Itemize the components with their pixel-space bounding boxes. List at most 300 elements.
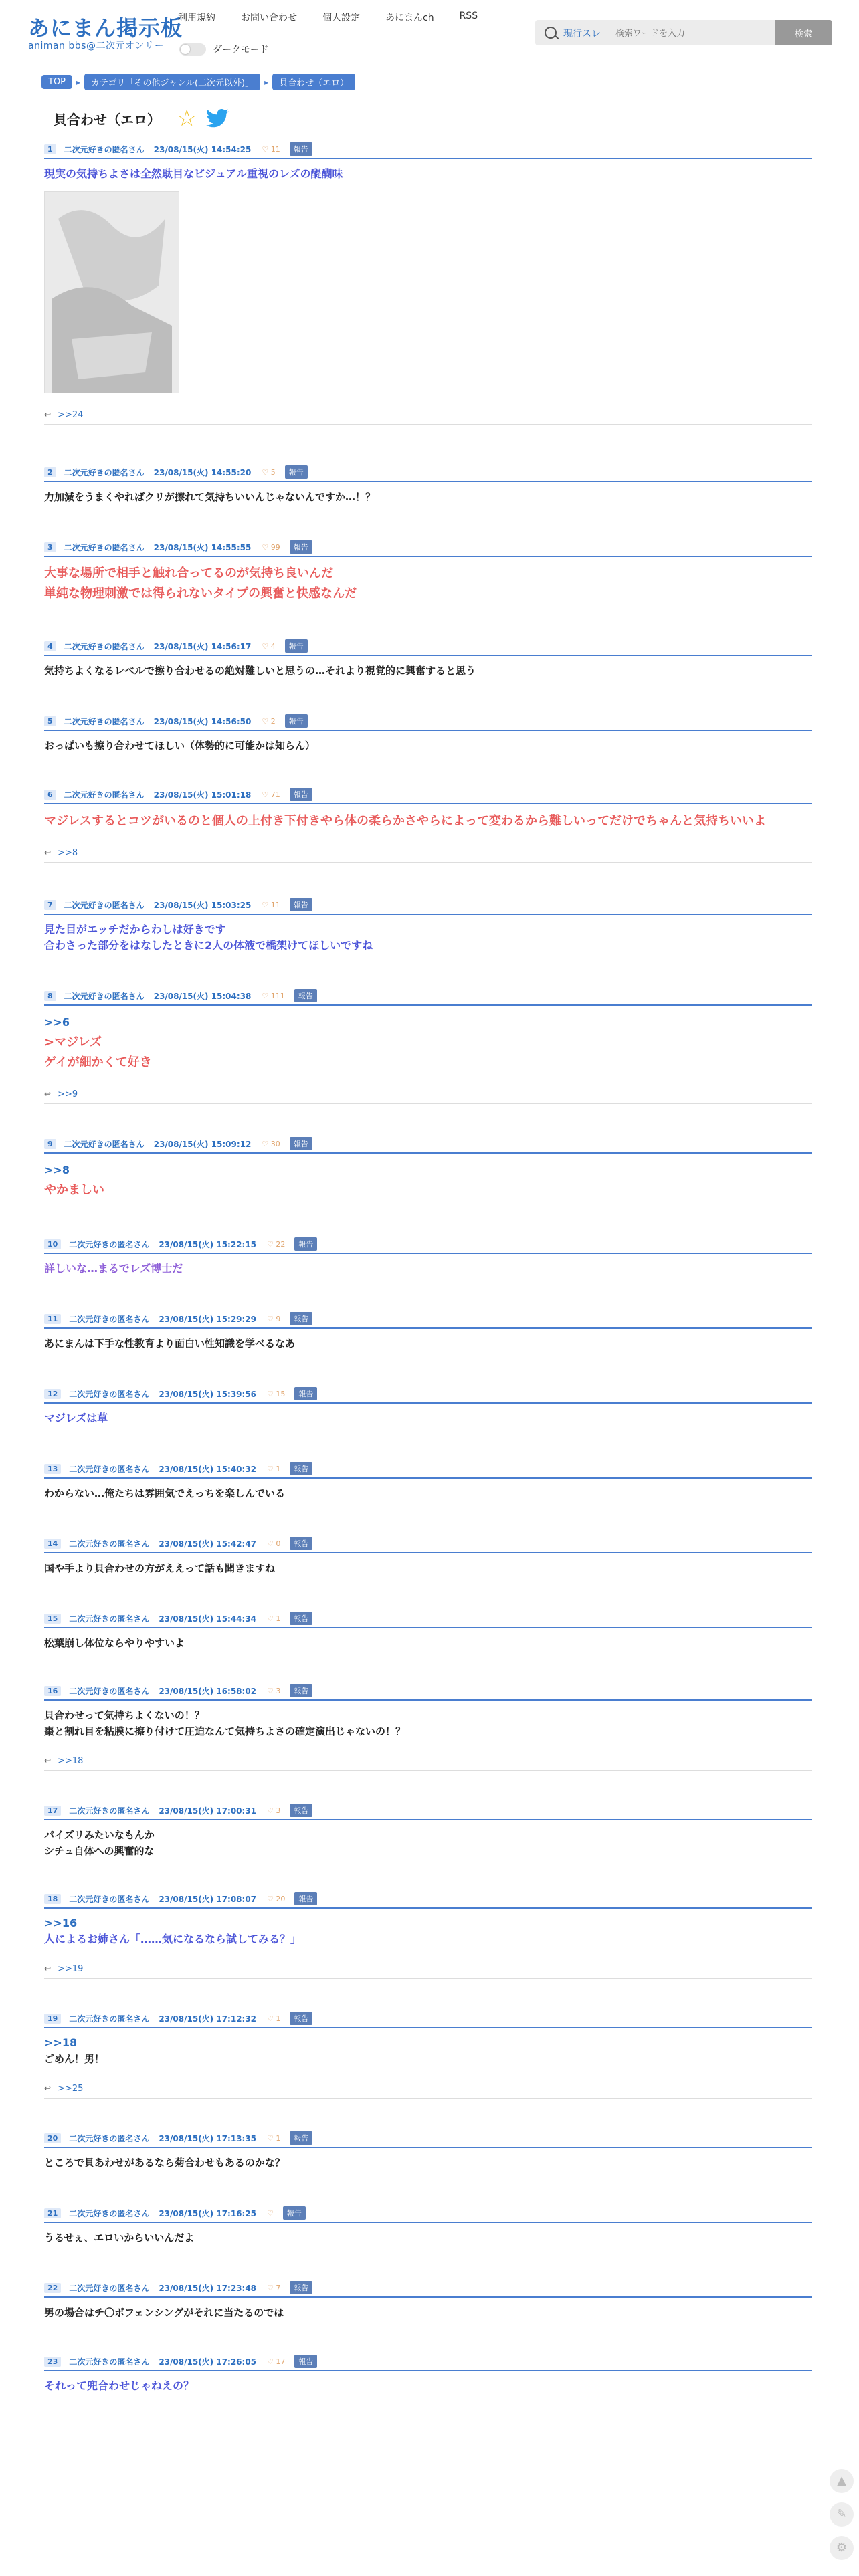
post-meta [44, 2131, 812, 2148]
nav-rss[interactable]: RSS [459, 11, 478, 21]
post-date: 23/08/15(火) 15:29:29 [159, 1314, 257, 1324]
heart-icon: ♡ [267, 1806, 274, 1815]
post-meta [44, 1386, 812, 1404]
post-meta [44, 714, 812, 731]
like-button[interactable] [267, 1614, 280, 1623]
reply-bar [44, 843, 812, 863]
heart-icon: ♡ [267, 1239, 274, 1249]
post-number[interactable]: 16 [44, 1686, 61, 1696]
post-meta [44, 1891, 812, 1909]
post-text: 松葉崩し体位ならやりやすいよ [44, 1637, 185, 1649]
like-button[interactable] [262, 543, 280, 552]
post-body [44, 656, 812, 679]
heart-icon: ♡ [262, 1139, 269, 1148]
post-item [44, 988, 812, 1104]
like-button[interactable] [267, 2209, 274, 2218]
like-button[interactable] [262, 1140, 280, 1148]
post-meta [44, 1237, 812, 1254]
poster-name: 二次元好きの匿名さん [69, 2208, 150, 2218]
post-number[interactable]: 3 [44, 542, 56, 552]
post-body [44, 2371, 812, 2394]
post-number[interactable]: 20 [44, 2133, 61, 2143]
post-number[interactable]: 22 [44, 2283, 61, 2293]
post-number[interactable]: 13 [44, 1464, 61, 1474]
scroll-top-icon[interactable]: ▲ [830, 2469, 854, 2493]
reply-bar [44, 1751, 812, 1771]
report-button[interactable]: 報告 [294, 1387, 317, 1400]
favorite-star-icon[interactable]: ☆ [177, 105, 197, 132]
post-date: 23/08/15(火) 15:44:34 [159, 1614, 257, 1624]
post-date: 23/08/15(火) 14:54:25 [153, 144, 252, 154]
poster-name: 二次元好きの匿名さん [64, 1139, 145, 1149]
like-count: 5 [270, 467, 276, 477]
post-item [44, 142, 812, 425]
post-item [44, 714, 812, 754]
post-number[interactable]: 23 [44, 2357, 61, 2367]
report-button[interactable]: 報告 [290, 2281, 312, 2294]
post-body [44, 159, 812, 182]
reply-arrow-icon: ↩ [44, 1756, 52, 1765]
heart-icon: ♡ [262, 716, 269, 726]
post-body [44, 482, 812, 505]
poster-name: 二次元好きの匿名さん [69, 2283, 150, 2293]
like-button[interactable] [267, 1806, 280, 1815]
floating-buttons [830, 2469, 854, 2560]
post-date: 23/08/15(火) 16:58:02 [159, 1686, 257, 1696]
report-button[interactable]: 報告 [290, 788, 312, 801]
breadcrumb-category[interactable]: カテゴリ「その他ジャンル(二次元以外)」 [84, 74, 260, 90]
post-item [44, 897, 812, 954]
search-button[interactable]: 検索 [775, 20, 832, 45]
heart-icon: ♡ [262, 467, 269, 477]
post-item [44, 2131, 812, 2171]
post-number[interactable]: 4 [44, 641, 56, 651]
report-button[interactable]: 報告 [290, 898, 312, 911]
heart-icon: ♡ [262, 144, 269, 154]
like-button[interactable] [262, 790, 280, 799]
post-body [44, 1628, 812, 1651]
post-date: 23/08/15(火) 15:04:38 [153, 991, 252, 1001]
like-button[interactable] [262, 642, 275, 651]
quote-link[interactable]: >>8 [44, 1164, 70, 1176]
post-text: 男の場合はチ〇ポフェンシングがそれに当たるのでは [44, 2306, 284, 2319]
heart-icon: ♡ [267, 1894, 274, 1903]
post-date: 23/08/15(火) 14:55:55 [153, 542, 252, 552]
post-body [44, 1479, 812, 1501]
heart-icon: ♡ [262, 542, 269, 552]
like-button[interactable] [267, 2134, 280, 2143]
reply-bar [44, 1085, 812, 1104]
breadcrumb-separator: ▸ [264, 77, 269, 87]
breadcrumb-thread[interactable]: 貝合わせ（エロ） [272, 74, 355, 90]
post-number[interactable]: 11 [44, 1314, 61, 1324]
nav-animanch[interactable]: あにまんch [385, 13, 434, 23]
nav-terms[interactable]: 利用規約 [178, 13, 215, 23]
post-body [44, 2298, 812, 2321]
heart-icon: ♡ [267, 1389, 274, 1398]
post-number[interactable]: 6 [44, 790, 56, 800]
post-text: わからない…俺たちは雰囲気でえっちを楽しんでいる [44, 1487, 286, 1499]
reply-arrow-icon: ↩ [44, 848, 52, 857]
heart-icon: ♡ [267, 1464, 274, 1473]
like-count: 30 [270, 1139, 280, 1148]
like-button[interactable] [267, 1315, 280, 1323]
like-button[interactable] [267, 1687, 280, 1695]
post-date: 23/08/15(火) 17:13:35 [159, 2133, 257, 2143]
post-meta [44, 2011, 812, 2028]
post-text: ごめん！男！ [44, 2053, 105, 2065]
reply-link[interactable]: >>18 [58, 1755, 84, 1766]
post-meta [44, 1683, 812, 1701]
heart-icon: ♡ [267, 2208, 274, 2218]
post-item [44, 1237, 812, 1277]
post-text: 貝合わせって気持ちよくないの！？ 棗と割れ目を粘膜に擦り付けて圧迫なんて気持ちよさの確定演出じゃないの！？ [44, 1709, 406, 1737]
report-button[interactable]: 報告 [290, 1684, 312, 1697]
like-count: 2 [270, 716, 276, 726]
reply-link[interactable]: >>9 [58, 1089, 78, 1099]
post-date: 23/08/15(火) 14:56:50 [153, 716, 252, 726]
post-text: 人によるお姉さん「……気になるなら試してみる？」 [44, 1933, 302, 1945]
post-text: 国や手より貝合わせの方がええって話も聞きますね [44, 1562, 276, 1574]
post-item [44, 1683, 812, 1771]
like-count: 7 [276, 2283, 281, 2292]
post-text: マジレズは草 [44, 1412, 108, 1424]
dark-mode-toggle[interactable] [179, 43, 268, 56]
post-text: 見た目がエッチだからわしは好きです 合わさった部分をはなしたときに2人の体液で橋架けてほしいですね [44, 923, 373, 952]
post-date: 23/08/15(火) 17:16:25 [159, 2208, 257, 2218]
post-number[interactable]: 8 [44, 991, 56, 1001]
post-text: マジレスするとコツがいるのと個人の上付き下付きやら体の柔らかさやらによって変わるから難しいってだけでちゃんと気持ちいいよ [44, 814, 767, 828]
reply-arrow-icon: ↩ [44, 2084, 52, 2093]
reply-arrow-icon: ↩ [44, 1964, 52, 1973]
top-nav [178, 11, 503, 24]
like-button[interactable] [267, 2284, 280, 2292]
post-date: 23/08/15(火) 15:03:25 [153, 900, 252, 910]
reply-bar [44, 1959, 812, 1979]
like-count: 11 [270, 900, 280, 909]
like-count: 17 [276, 2357, 286, 2366]
poster-name: 二次元好きの匿名さん [64, 467, 145, 477]
like-count: 0 [276, 1539, 281, 1548]
post-item [44, 2354, 812, 2394]
site-logo[interactable] [28, 16, 183, 52]
post-number[interactable]: 9 [44, 1139, 56, 1149]
post-item [44, 540, 812, 604]
reply-link[interactable]: >>8 [58, 847, 78, 858]
like-count: 99 [270, 542, 280, 552]
like-button[interactable] [267, 1895, 285, 1903]
post-meta [44, 1311, 812, 1329]
post-meta [44, 1536, 812, 1553]
like-count: 1 [276, 1614, 281, 1623]
breadcrumb-separator: ▸ [76, 77, 81, 87]
heart-icon: ♡ [267, 2133, 274, 2143]
post-meta [44, 142, 812, 159]
dark-mode-label: ダークモード [213, 45, 269, 56]
post-number[interactable]: 15 [44, 1614, 61, 1624]
heart-icon: ♡ [267, 2357, 274, 2366]
poster-name: 二次元好きの匿名さん [69, 1389, 150, 1399]
post-item [44, 639, 812, 679]
post-text: おっぱいも擦り合わせてほしい（体勢的に可能かは知らん） [44, 740, 316, 752]
post-text: 大事な場所で相手と触れ合ってるのが気持ち良いんだ 単純な物理刺激では得られないタイプの興奮と快感なんだ [44, 566, 357, 601]
post-item [44, 1136, 812, 1200]
post-body [44, 2028, 812, 2067]
post-text: 気持ちよくなるレベルで擦り合わせるの絶対難しいと思うの…それより視覚的に興奮すると思う [44, 665, 476, 677]
heart-icon: ♡ [262, 641, 269, 651]
post-meta [44, 2280, 812, 2298]
post-body [44, 557, 812, 604]
post-meta [44, 1136, 812, 1154]
report-button[interactable]: 報告 [290, 1537, 312, 1550]
poster-name: 二次元好きの匿名さん [69, 2014, 150, 2024]
post-item [44, 2280, 812, 2321]
post-item [44, 1611, 812, 1651]
search-mode-select[interactable]: 現行スレ [563, 29, 601, 39]
report-button[interactable]: 報告 [290, 540, 312, 554]
post-number[interactable]: 2 [44, 467, 56, 477]
post-date: 23/08/15(火) 15:01:18 [153, 790, 252, 800]
like-button[interactable] [262, 468, 275, 477]
search-icon [545, 27, 557, 39]
post-item [44, 1536, 812, 1576]
report-button[interactable]: 報告 [294, 1892, 317, 1905]
post-number[interactable]: 5 [44, 716, 56, 726]
reply-arrow-icon: ↩ [44, 410, 52, 419]
post-body [44, 1329, 812, 1352]
post-text: うるせぇ、エロいからいいんだよ [44, 2232, 195, 2244]
post-number[interactable]: 14 [44, 1539, 61, 1549]
dark-mode-switch[interactable] [179, 43, 206, 56]
post-date: 23/08/15(火) 14:56:17 [153, 641, 252, 651]
post-date: 23/08/15(火) 17:08:07 [159, 1894, 257, 1904]
post-item [44, 787, 812, 863]
post-date: 23/08/15(火) 14:55:20 [153, 467, 252, 477]
report-button[interactable]: 報告 [290, 142, 312, 156]
report-button[interactable]: 報告 [294, 989, 317, 1002]
like-count: 3 [276, 1806, 281, 1815]
like-count: 71 [270, 790, 280, 799]
like-button[interactable] [267, 1240, 285, 1249]
post-text: ところで貝あわせがあるなら菊合わせもあるのかな？ [44, 2157, 285, 2169]
like-button[interactable] [267, 1539, 280, 1548]
page-title: 貝合わせ（エロ） [54, 111, 161, 128]
report-button[interactable]: 報告 [290, 1312, 312, 1325]
post-text: パイズリみたいなもんか シチュ自体への興奮的な [44, 1829, 155, 1857]
like-count: 1 [276, 1464, 281, 1473]
post-number[interactable]: 12 [44, 1389, 61, 1399]
heart-icon: ♡ [267, 2014, 274, 2023]
quote-link[interactable]: >>18 [44, 2036, 78, 2049]
post-body [44, 1909, 812, 1947]
like-count: 11 [270, 144, 280, 154]
like-button[interactable] [267, 1465, 280, 1473]
poster-name: 二次元好きの匿名さん [69, 1806, 150, 1816]
post-body [44, 804, 812, 831]
post-item [44, 1891, 812, 1979]
heart-icon: ♡ [267, 1686, 274, 1695]
post-body [44, 1006, 812, 1073]
reply-bar [44, 2079, 812, 2099]
heart-icon: ♡ [267, 1314, 274, 1323]
search-bar [535, 20, 832, 45]
post-date: 23/08/15(火) 15:40:32 [159, 1464, 257, 1474]
post-meta [44, 465, 812, 482]
post-text: あにまんは下手な性教育より面白い性知識を学べるなあ [44, 1337, 296, 1350]
nav-settings[interactable]: 個人設定 [322, 13, 360, 23]
logo-title: あにまん掲示板 [28, 15, 183, 41]
report-button[interactable]: 報告 [283, 2206, 306, 2220]
reply-link[interactable]: >>25 [58, 2083, 84, 2094]
poster-name: 二次元好きの匿名さん [69, 1894, 150, 1904]
post-body [44, 1404, 812, 1426]
post-meta [44, 2354, 812, 2371]
site-header [0, 0, 859, 67]
post-meta [44, 1611, 812, 1628]
post-item [44, 465, 812, 505]
like-count: 15 [276, 1389, 286, 1398]
report-button[interactable]: 報告 [285, 465, 308, 479]
reply-link[interactable]: >>24 [58, 409, 84, 420]
post-body [44, 731, 812, 754]
post-date: 23/08/15(火) 17:12:32 [159, 2014, 257, 2024]
like-button[interactable] [262, 145, 280, 154]
heart-icon: ♡ [267, 2283, 274, 2292]
post-body [44, 2148, 812, 2171]
post-image-thumbnail[interactable] [44, 191, 179, 393]
settings-gear-icon[interactable]: ⚙ [830, 2536, 854, 2560]
post-number[interactable]: 1 [44, 144, 56, 154]
poster-name: 二次元好きの匿名さん [64, 991, 145, 1001]
post-date: 23/08/15(火) 15:39:56 [159, 1389, 257, 1399]
reply-link[interactable]: >>19 [58, 1963, 84, 1974]
like-count: 111 [270, 991, 285, 1000]
report-button[interactable]: 報告 [290, 1612, 312, 1625]
post-date: 23/08/15(火) 15:22:15 [159, 1239, 257, 1249]
poster-name: 二次元好きの匿名さん [64, 900, 145, 910]
like-count: 4 [270, 641, 276, 651]
post-date: 23/08/15(火) 15:09:12 [153, 1139, 252, 1149]
post-date: 23/08/15(火) 15:42:47 [159, 1539, 257, 1549]
post-number[interactable]: 17 [44, 1806, 61, 1816]
poster-name: 二次元好きの匿名さん [69, 1314, 150, 1324]
post-meta [44, 2206, 812, 2223]
post-body [44, 1154, 812, 1200]
report-button[interactable]: 報告 [294, 1237, 317, 1251]
breadcrumb-top[interactable]: TOP [41, 75, 72, 89]
nav-contact[interactable]: お問い合わせ [241, 13, 297, 23]
report-button[interactable]: 報告 [290, 2012, 312, 2025]
post-item [44, 2206, 812, 2246]
post-body [44, 2223, 812, 2246]
post-body [44, 1553, 812, 1576]
like-count: 20 [276, 1894, 286, 1903]
post-number[interactable]: 10 [44, 1239, 61, 1249]
post-meta [44, 1803, 812, 1820]
heart-icon: ♡ [262, 991, 269, 1000]
quote-link[interactable]: >>16 [44, 1917, 78, 1929]
post-text: >マジレズ ゲイが細かくて好き [44, 1035, 152, 1069]
poster-name: 二次元好きの匿名さん [69, 1686, 150, 1696]
poster-name: 二次元好きの匿名さん [69, 1464, 150, 1474]
heart-icon: ♡ [262, 900, 269, 909]
report-button[interactable]: 報告 [294, 2355, 317, 2368]
report-button[interactable]: 報告 [290, 2131, 312, 2145]
like-button[interactable] [267, 2014, 280, 2023]
like-button[interactable] [262, 717, 275, 726]
like-count: 1 [276, 2014, 281, 2023]
report-button[interactable]: 報告 [290, 1137, 312, 1150]
report-button[interactable]: 報告 [290, 1462, 312, 1475]
thread-header [54, 107, 229, 130]
poster-name: 二次元好きの匿名さん [69, 2357, 150, 2367]
post-text: 現実の気持ちよさは全然駄目なビジュアル重視のレズの醍醐味 [44, 167, 343, 180]
poster-name: 二次元好きの匿名さん [64, 716, 145, 726]
write-icon[interactable]: ✎ [830, 2502, 854, 2527]
twitter-share-icon[interactable] [206, 109, 229, 128]
like-button[interactable] [262, 901, 280, 909]
post-text: 力加減をうまくやればクリが擦れて気持ちいいんじゃないんですか…！？ [44, 491, 376, 503]
post-meta [44, 988, 812, 1006]
post-text: それって兜合わせじゃねえの？ [44, 2379, 195, 2392]
post-body [44, 1820, 812, 1859]
like-count: 1 [276, 2133, 281, 2143]
like-button[interactable] [262, 992, 284, 1000]
post-number[interactable]: 18 [44, 1894, 61, 1904]
post-meta [44, 787, 812, 804]
post-body [44, 1701, 812, 1739]
post-meta [44, 639, 812, 656]
post-text: やかましい [44, 1183, 104, 1197]
thread-posts [44, 142, 812, 2428]
post-number[interactable]: 21 [44, 2208, 61, 2218]
poster-name: 二次元好きの匿名さん [64, 144, 145, 154]
heart-icon: ♡ [262, 790, 269, 799]
report-button[interactable]: 報告 [285, 714, 308, 728]
like-button[interactable] [267, 1390, 285, 1398]
report-button[interactable]: 報告 [290, 1804, 312, 1817]
post-text: 詳しいな…まるでレズ博士だ [44, 1262, 183, 1275]
quote-link[interactable]: >>6 [44, 1016, 70, 1029]
post-meta [44, 540, 812, 557]
report-button[interactable]: 報告 [285, 639, 308, 653]
like-count: 3 [276, 1686, 281, 1695]
poster-name: 二次元好きの匿名さん [69, 2133, 150, 2143]
poster-name: 二次元好きの匿名さん [64, 542, 145, 552]
poster-name: 二次元好きの匿名さん [69, 1539, 150, 1549]
search-input[interactable] [614, 24, 764, 43]
like-button[interactable] [267, 2357, 285, 2366]
post-date: 23/08/15(火) 17:00:31 [159, 1806, 257, 1816]
poster-name: 二次元好きの匿名さん [69, 1614, 150, 1624]
post-item [44, 1461, 812, 1501]
post-body [44, 915, 812, 954]
post-item [44, 1386, 812, 1426]
poster-name: 二次元好きの匿名さん [64, 641, 145, 651]
like-count: 22 [276, 1239, 286, 1249]
post-item [44, 1311, 812, 1352]
poster-name: 二次元好きの匿名さん [69, 1239, 150, 1249]
post-item [44, 1803, 812, 1859]
heart-icon: ♡ [267, 1614, 274, 1623]
post-date: 23/08/15(火) 17:23:48 [159, 2283, 257, 2293]
post-item [44, 2011, 812, 2099]
post-number[interactable]: 19 [44, 2014, 61, 2024]
like-count: 9 [276, 1314, 281, 1323]
reply-arrow-icon: ↩ [44, 1089, 52, 1099]
post-meta [44, 897, 812, 915]
post-number[interactable]: 7 [44, 900, 56, 910]
